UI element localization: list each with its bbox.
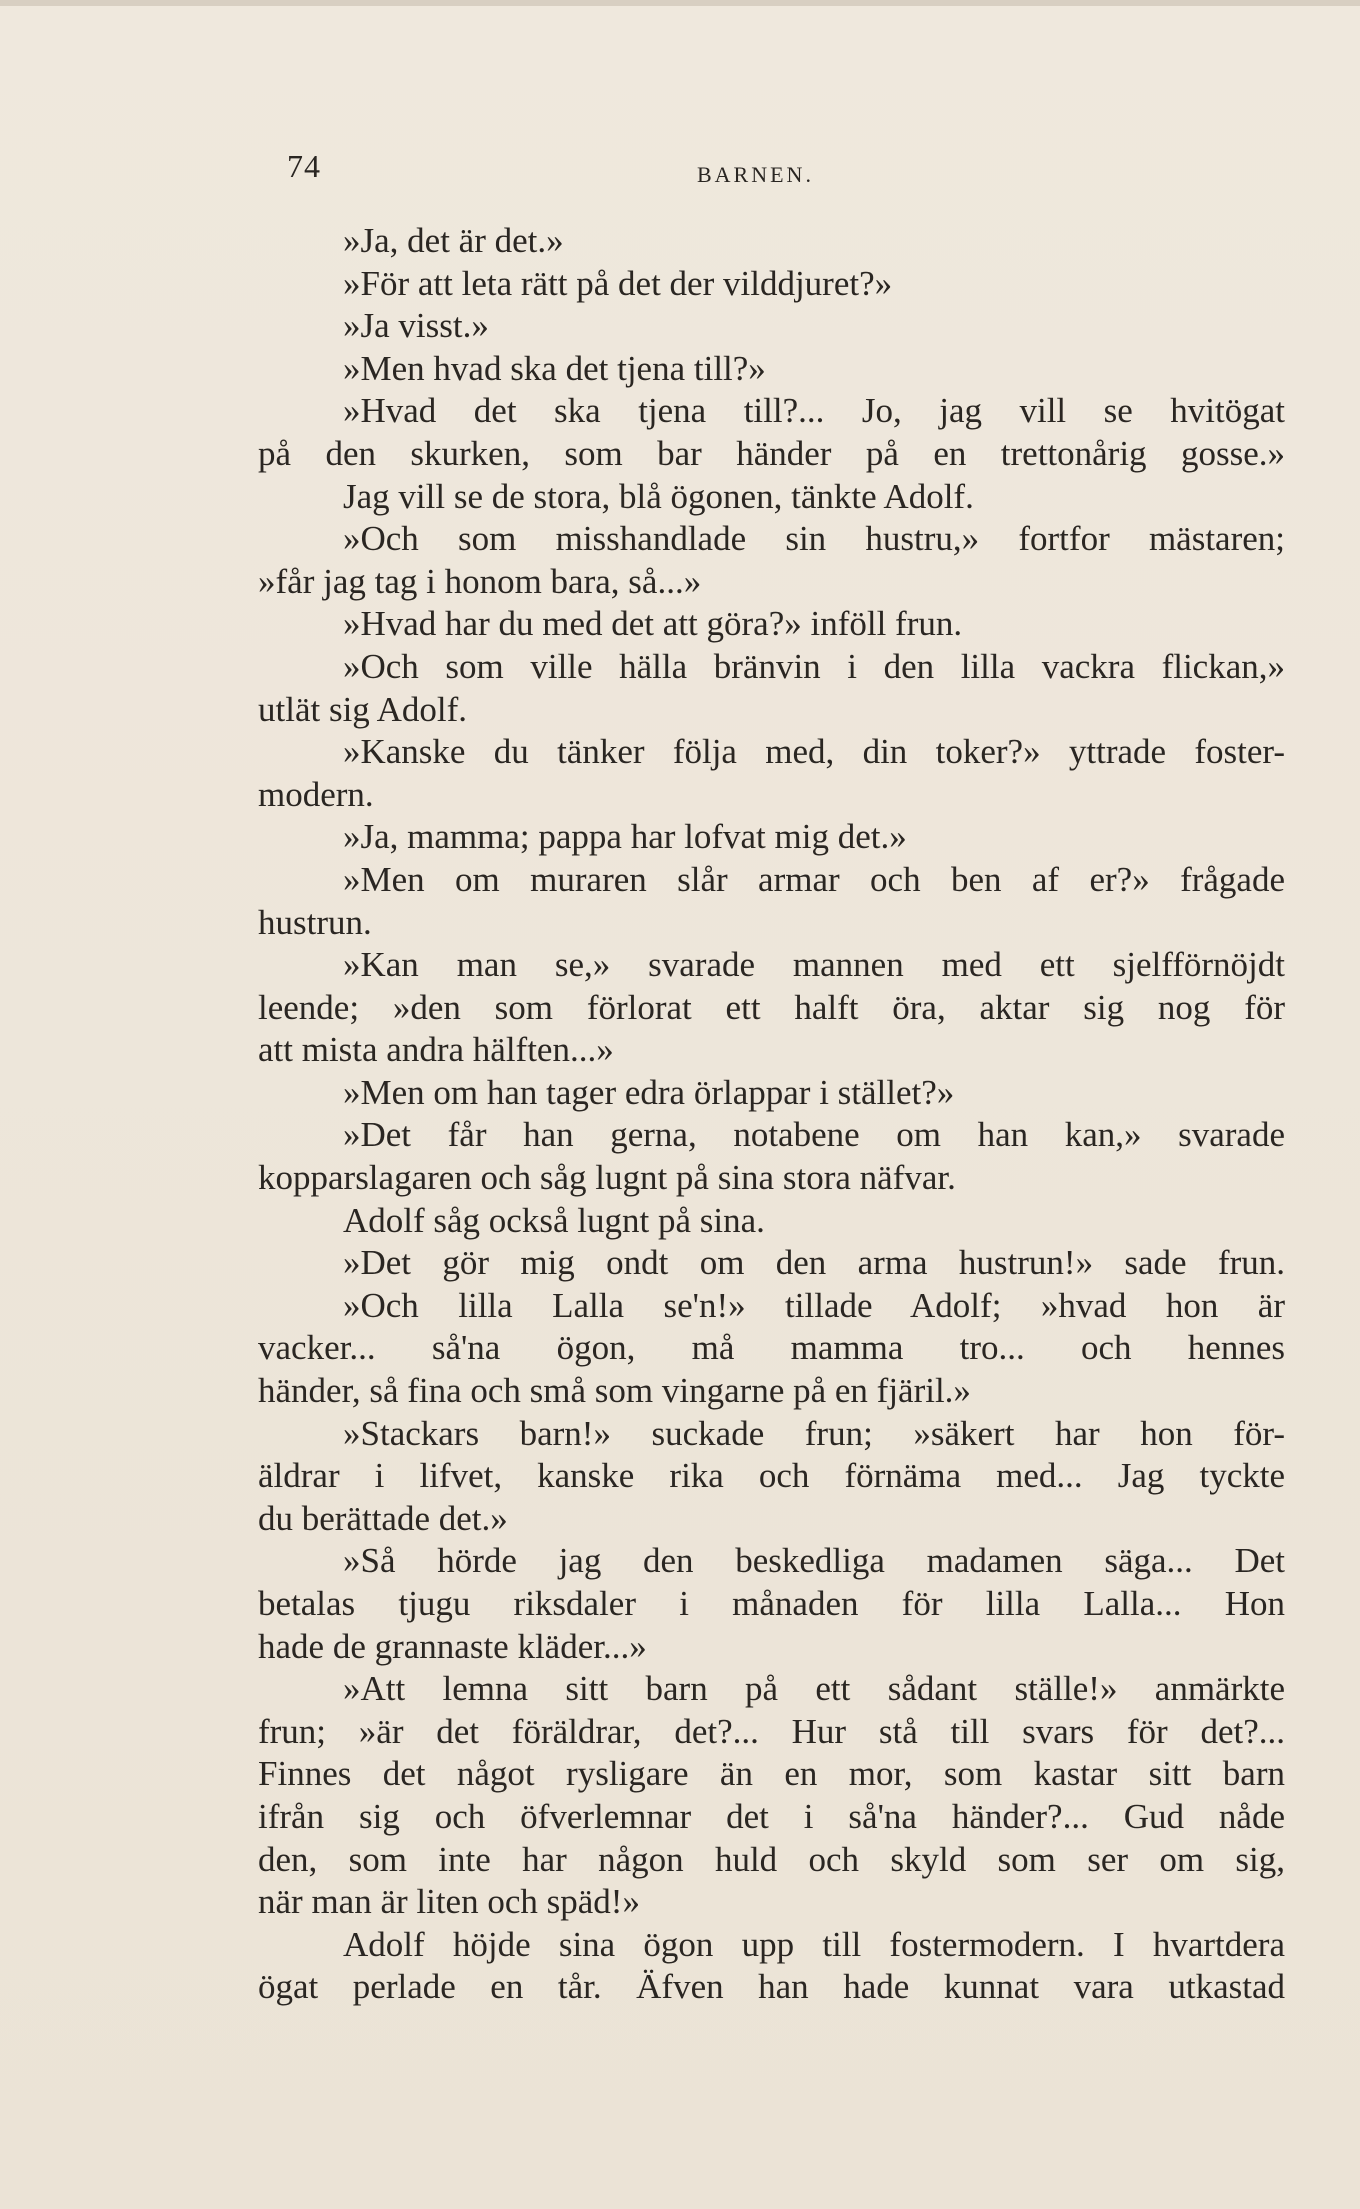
text-line: »Kanske du tänker följa med, din toker?» yttrade foster-: [343, 732, 1285, 772]
text-line: att mista andra hälften...»: [258, 1030, 614, 1070]
text-line: »För att leta rätt på det der vilddjuret?»: [343, 263, 893, 303]
text-line: »får jag tag i honom bara, så...»: [258, 561, 702, 601]
text-line: »Och som ville hälla bränvin i den lilla vackra flickan,»: [343, 646, 1285, 686]
text-line: ögat perlade en tår. Äfven han hade kunnat vara utkastad: [258, 1967, 1285, 2007]
text-line: utlät sig Adolf.: [258, 689, 468, 729]
text-line: »Men hvad ska det tjena till?»: [343, 348, 766, 388]
text-line: Finnes det något rysligare än en mor, som kastar sitt barn: [258, 1754, 1285, 1794]
text-line: »Och lilla Lalla se'n!» tillade Adolf; »hvad hon är: [343, 1285, 1285, 1325]
text-line: frun; »är det föräldrar, det?... Hur stå till svars för det?...: [258, 1711, 1285, 1751]
text-line: händer, så fina och små som vingarne på en fjäril.»: [258, 1371, 971, 1411]
text-line: Adolf höjde sina ögon upp till fostermodern. I hvartdera: [343, 1924, 1285, 1964]
text-line: leende; »den som förlorat ett halft öra, aktar sig nog för: [258, 987, 1285, 1027]
text-line: »Stackars barn!» suckade frun; »säkert har hon för-: [343, 1413, 1285, 1453]
text-line: på den skurken, som bar händer på en trettonårig gosse.»: [258, 433, 1285, 473]
text-line: när man är liten och späd!»: [258, 1882, 640, 1922]
page-top-edge: [0, 0, 1360, 6]
text-line: »Ja, mamma; pappa har lofvat mig det.»: [343, 817, 907, 857]
body-text: [258, 220, 1285, 2009]
text-line: du berättade det.»: [258, 1498, 508, 1538]
text-line: »Det får han gerna, notabene om han kan,» svarade: [343, 1115, 1285, 1155]
text-line: ifrån sig och öfverlemnar det i så'na händer?... Gud nåde: [258, 1796, 1285, 1836]
text-line: »Att lemna sitt barn på ett sådant ställe!» anmärkte: [343, 1669, 1285, 1709]
text-line: »Hvad det ska tjena till?... Jo, jag vill se hvitögat: [343, 391, 1285, 431]
text-line: »Hvad har du med det att göra?» inföll frun.: [343, 604, 963, 644]
text-line: vacker... så'na ögon, må mamma tro... och hennes: [258, 1328, 1285, 1368]
text-line: »Men om muraren slår armar och ben af er?» frågade: [343, 859, 1285, 899]
text-line: betalas tjugu riksdaler i månaden för lilla Lalla... Hon: [258, 1584, 1285, 1623]
text-line: Adolf såg också lugnt på sina.: [343, 1200, 765, 1240]
running-title: BARNEN.: [697, 162, 814, 187]
text-line: modern.: [258, 774, 374, 814]
text-line: den, som inte har någon huld och skyld som ser om sig,: [258, 1839, 1285, 1879]
text-line: äldrar i lifvet, kanske rika och förnäma med... Jag tyckte: [258, 1456, 1285, 1496]
text-line: »Ja visst.»: [343, 306, 489, 346]
text-line: »Kan man se,» svarade mannen med ett sjelfförnöjdt: [343, 945, 1285, 985]
text-line: »Ja, det är det.»: [343, 221, 564, 260]
page-number: 74: [287, 148, 321, 184]
text-line: »Så hörde jag den beskedliga madamen säga... Det: [343, 1541, 1285, 1581]
text-line: hustrun.: [258, 902, 372, 942]
text-line: »Och som misshandlade sin hustru,» fortfor mästaren;: [343, 519, 1285, 559]
text-line: hade de grannaste kläder...»: [258, 1626, 647, 1666]
text-line: »Men om han tager edra örlappar i stället?»: [343, 1072, 955, 1112]
text-line: kopparslagaren och såg lugnt på sina stora näfvar.: [258, 1158, 956, 1198]
text-line: »Det gör mig ondt om den arma hustrun!» sade frun.: [343, 1243, 1285, 1283]
text-line: Jag vill se de stora, blå ögonen, tänkte Adolf.: [343, 476, 974, 516]
running-head: [0, 148, 1360, 188]
